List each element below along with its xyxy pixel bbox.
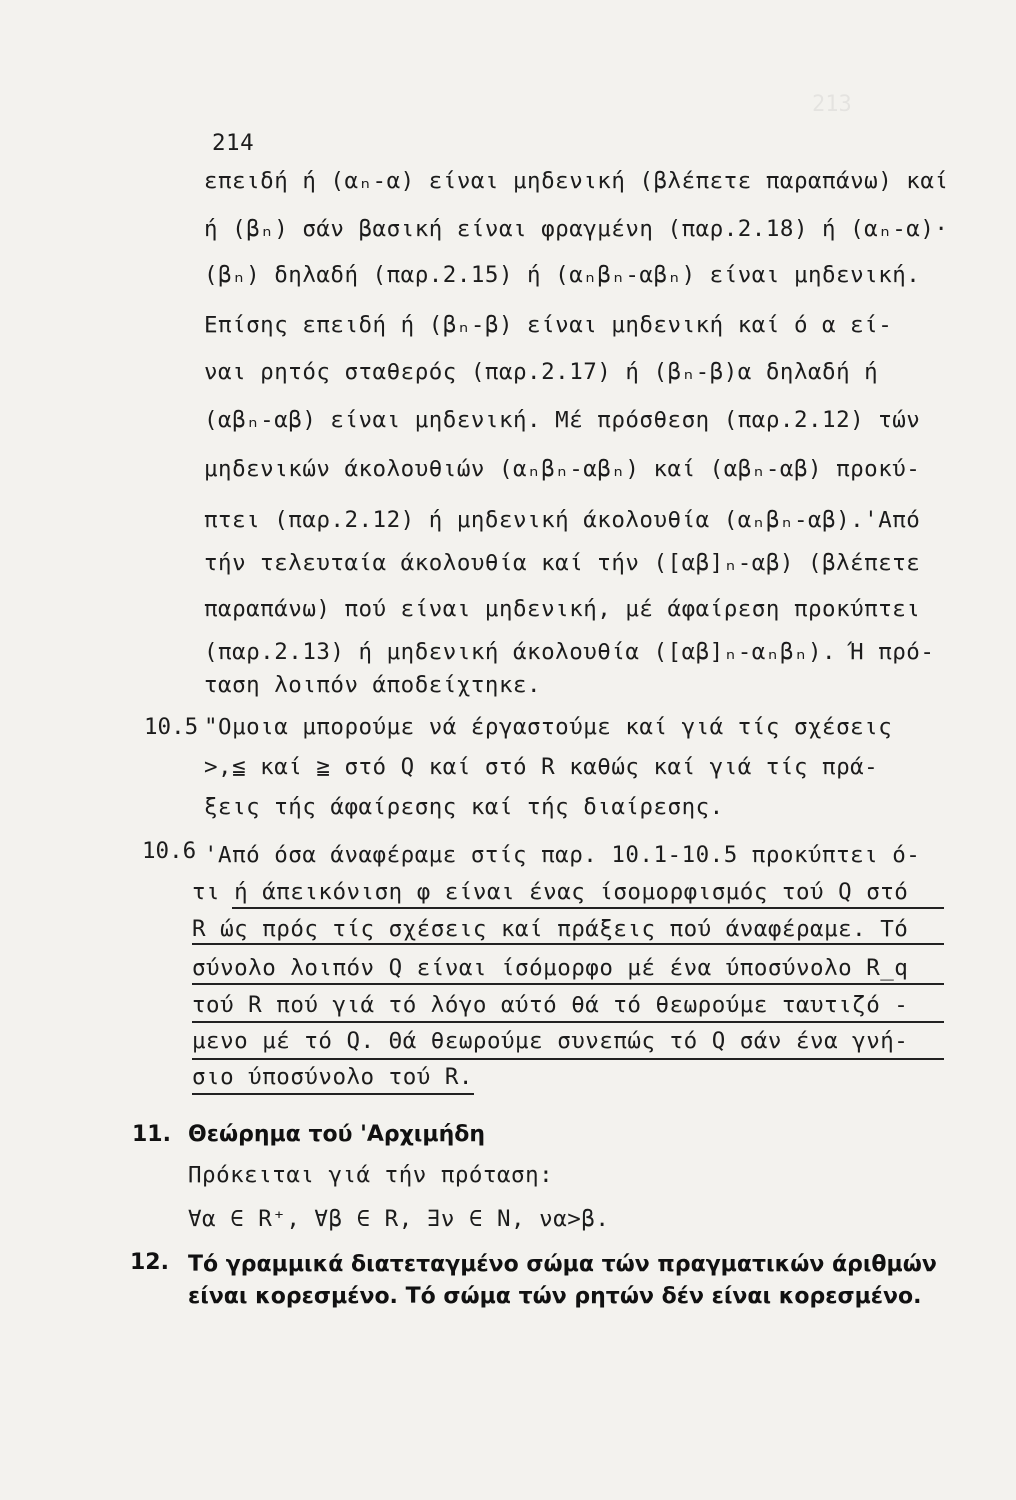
section-10-6-line-2: τι ή άπεικόνιση φ είναι ένας ίσομορφισμός τού Q στό bbox=[192, 879, 909, 905]
section-10-6-line-3: R ώς πρός τίς σχέσεις καί πράξεις πού άναφέραμε. Τό bbox=[192, 916, 909, 942]
section-10-6-line-1: 'Από όσα άναφέραμε στίς παρ. 10.1-10.5 προκύπτει ό- bbox=[204, 842, 921, 868]
section-10-6-number: 10.6 bbox=[142, 838, 197, 864]
underline-2 bbox=[192, 943, 944, 945]
body-line-9: τήν τελευταία άκολουθία καί τήν ([αβ]ₙ-αβ) (βλέπετε bbox=[204, 550, 921, 576]
body-line-5: ναι ρητός σταθερός (παρ.2.17) ή (βₙ-β)α δηλαδή ή bbox=[204, 359, 879, 385]
section-11-line-2: ∀α ∈ R⁺, ∀β ∈ R, ∃ν ∈ N, να>β. bbox=[188, 1206, 610, 1232]
body-line-8: πτει (παρ.2.12) ή μηδενική άκολουθία (αₙβₙ-αβ).'Από bbox=[204, 507, 921, 533]
underline-1 bbox=[232, 907, 944, 909]
section-12-number: 12. bbox=[130, 1250, 169, 1275]
body-line-10: παραπάνω) πού είναι μηδενική, μέ άφαίρεση προκύπτει bbox=[204, 596, 921, 622]
section-10-5-line-3: ξεις τής άφαίρεσης καί τής διαίρεσης. bbox=[204, 794, 724, 820]
ghost-page-number: 213 bbox=[812, 92, 852, 117]
body-line-7: μηδενικών άκολουθιών (αₙβₙ-αβₙ) καί (αβₙ-αβ) προκύ- bbox=[204, 456, 921, 482]
section-10-5-line-1: "Ομοια μπορούμε νά έργαστούμε καί γιά τίς σχέσεις bbox=[204, 714, 893, 740]
section-10-5-line-2: >,≦ καί ≧ στό Q καί στό R καθώς καί γιά τίς πρά- bbox=[204, 754, 879, 780]
underline-4 bbox=[192, 1021, 944, 1023]
body-line-2: ή (βₙ) σάν βασική είναι φραγμένη (παρ.2.18) ή (αₙ-α)· bbox=[204, 216, 949, 242]
section-11-line-1: Πρόκειται γιά τήν πρόταση: bbox=[188, 1162, 554, 1188]
section-11-number: 11. bbox=[132, 1122, 171, 1147]
section-10-6-line-6: μενο μέ τό Q. Θά θεωρούμε συνεπώς τό Q σάν ένα γνή- bbox=[192, 1028, 909, 1054]
body-line-3: (βₙ) δηλαδή (παρ.2.15) ή (αₙβₙ-αβₙ) είναι μηδενική. bbox=[204, 262, 921, 288]
body-line-4: Επίσης επειδή ή (βₙ-β) είναι μηδενική καί ό α εί- bbox=[204, 312, 893, 338]
underline-5 bbox=[192, 1058, 944, 1060]
section-10-6-line-7: σιο ύποσύνολο τού R. bbox=[192, 1064, 473, 1090]
body-line-1: επειδή ή (αₙ-α) είναι μηδενική (βλέπετε παραπάνω) καί bbox=[204, 168, 949, 194]
underline-3 bbox=[192, 983, 944, 985]
body-line-12: ταση λοιπόν άποδείχτηκε. bbox=[204, 672, 542, 698]
section-10-5-number: 10.5 bbox=[144, 714, 199, 740]
body-line-6: (αβₙ-αβ) είναι μηδενική. Μέ πρόσθεση (παρ.2.12) τών bbox=[204, 407, 921, 433]
section-12-title-line-1: Τό γραμμικά διατεταγμένο σώμα τών πραγματικών άριθμών bbox=[188, 1252, 937, 1277]
section-11-title: Θεώρημα τού 'Αρχιμήδη bbox=[188, 1122, 486, 1147]
body-line-11: (παρ.2.13) ή μηδενική άκολουθία ([αβ]ₙ-αₙβₙ). Ή πρό- bbox=[204, 639, 935, 665]
page-number: 214 bbox=[212, 130, 255, 156]
section-10-6-line-5: τού R πού γιά τό λόγο αύτό θά τό θεωρούμε ταυτιζό - bbox=[192, 992, 909, 1018]
section-12-title-line-2: είναι κορεσμένο. Τό σώμα τών ρητών δέν είναι κορεσμένο. bbox=[188, 1284, 922, 1309]
section-10-6-line-4: σύνολο λοιπόν Q είναι ίσόμορφο μέ ένα ύποσύνολο R_q bbox=[192, 955, 909, 981]
underline-6 bbox=[192, 1093, 474, 1095]
